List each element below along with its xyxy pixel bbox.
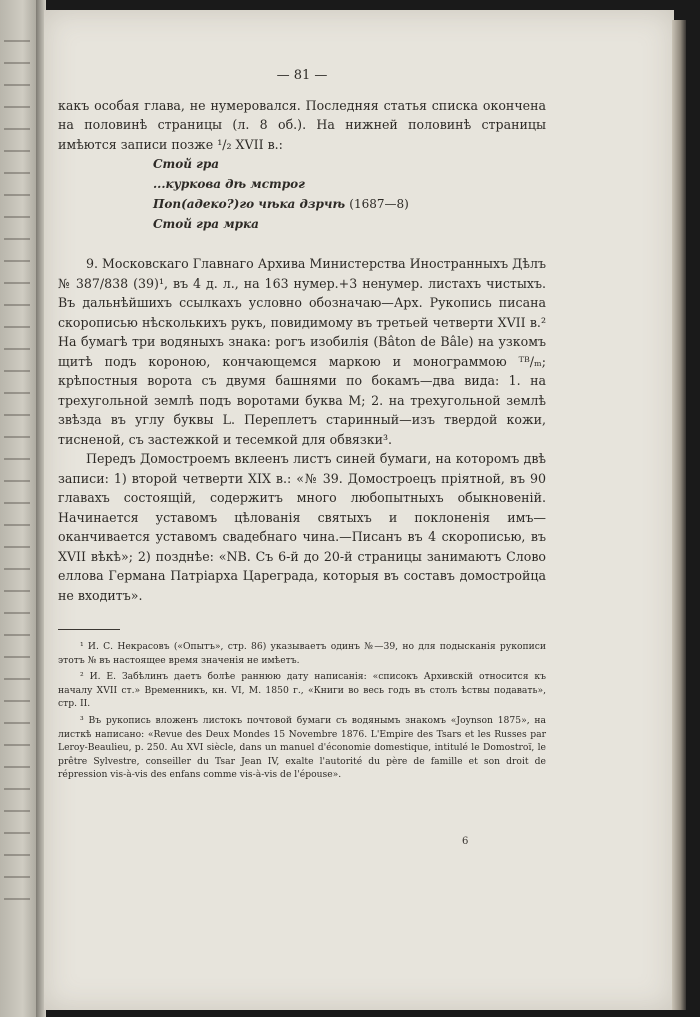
paragraph-intro: какъ особая глава, не нумеровался. Последняя статья списка окончена на половинѣ страницы (л. 8 об.). На нижней половинѣ страницы имѣются записи позже ¹/₂ XVII в.: [58,97,546,152]
slavonic-line-3-text: Поп(адеко?)го чѣка дзрчѣ [153,197,346,211]
page-content [58,66,546,785]
footnote-1: ¹ И. С. Некрасовъ («Опытъ», стр. 86) указываетъ одинъ №—39, но для подысканія рукописи этотъ № въ настоящее время значенія не имѣетъ. [58,641,546,666]
footnote-2: ² И. Е. Забѣлинъ даетъ болѣе раннюю дату написанія: «списокъ Архивскій относится къ началу XVII ст.» Временникъ, кн. VI, М. 1850 г., «Книги во весь годъ въ столъ ѣствы подавать», стр. II. [58,671,546,710]
page-stack-edge [672,20,686,1010]
left-page-edge [0,0,38,1017]
slavonic-inscriptions [153,154,546,234]
slavonic-line-2: ...куркова дѣ мстрог [153,177,305,191]
paragraph-pered: Передъ Домостроемъ вклеенъ листъ синей бумаги, на которомъ двѣ записи: 1) второй четверти XIX в.: «№ 39. Домостроецъ пріятной, въ 90 главахъ состоящій, содержитъ много любопытныхъ обыкновеній. Начинается уставомъ цѣлованія святыхъ и поклоненія имъ—оканчивается уставомъ свадебнаго чина.—Писанъ въ 4 скорописью, въ XVII вѣкѣ»; 2) позднѣе: «NB. Съ 6-й до 20-й страницы занимаютъ Слово еллова Германа Патріарха Цареграда, которыя въ составъ домостройца не входитъ». [58,451,546,603]
signature-mark: 6 [462,836,469,847]
footnote-rule [58,629,120,630]
page-number: — 81 — [276,68,328,83]
paragraph-item-9: 9. Московскаго Главнаго Архива Министерства Иностранныхъ Дѣлъ № 387/838 (39)¹, въ 4 д. л., на 163 нумер.+3 ненумер. листахъ чистыхъ. Въ дальнѣйшихъ ссылкахъ условно обозначаю—Арх. Рукопись писана скорописью нѣсколькихъ рукъ, повидимому въ третьей четверти XVII в.² На бумагѣ три водяныхъ знака: рогъ изобилія (Bâton de Bâle) на узкомъ щитѣ подъ короною, кончающемся маркою и монограммою ᵀᴮ/ₘ; крѣпостныя ворота съ двумя башнями по бокамъ—два вида: 1. на трехугольной землѣ подъ воротами буква M; 2. на трехугольной землѣ звѣзда въ углу буквы L. Переплетъ старинный—изъ твердой кожи, тисненой, съ застежкой и тесемкой для обвязки³. [58,256,546,447]
slavonic-line-3 [153,194,546,214]
slavonic-line-4: Стой гра мрка [153,217,259,231]
slavonic-line-1: Стой гра [153,157,220,171]
footnote-3: ³ Въ рукопись вложенъ листокъ почтовой бумаги съ водянымъ знакомъ «Joynson 1875», на листкѣ написано: «Revue des Deux Mondes 15 Novembre 1876. L'Empire des Tsars et les Russes par Leroy-Beaulieu, p. 250. Au XVI siècle, dans un manuel d'économie domestique, intitulé le Domostroï, le prêtre Sylvestre, conseiller du Tsar Jean IV, exalte l'autorité du père de famille et son droit de répression vis-à-vis des enfans comme vis-à-vis de l'épouse». [58,714,546,781]
slavonic-date: (1687—8) [349,197,409,211]
